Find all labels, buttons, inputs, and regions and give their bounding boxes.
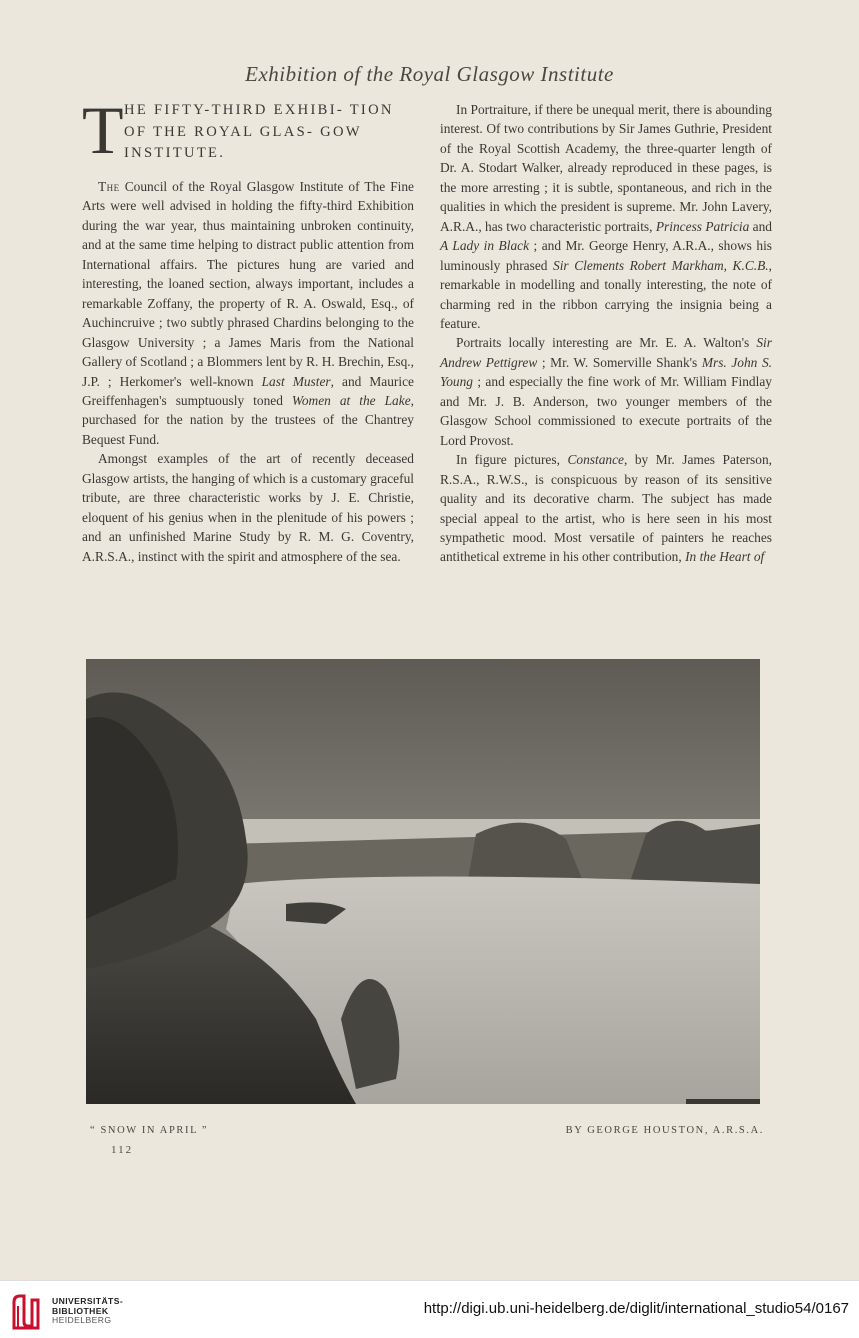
institution-line: HEIDELBERG [52, 1315, 112, 1325]
text-run: Portraits locally interesting are Mr. E. A. Walton's [456, 335, 757, 351]
institution-line: UNIVERSITÄTS- [52, 1296, 124, 1306]
text-run: ; and Mr. George Henry, A.R.A., shows his luminously phrased [440, 238, 772, 273]
page-number: 112 [111, 1144, 134, 1156]
left-column [82, 92, 414, 566]
artwork-title: Sir Clements Robert Markham, K.C.B. [553, 257, 769, 273]
artwork-title: Princess Patricia [655, 218, 750, 234]
library-logo-icon [10, 1292, 44, 1332]
text-run: and [749, 218, 772, 234]
artwork-title: Last Muster [261, 373, 331, 389]
text-run: Council of the Royal Glasgow Institute of The Fine Arts were well advised in holding the fifty-third Exhibition during the war year, thus maintaining unbroken continuity, and at the same time helping to distract public attention from International affairs. The pictures hung are varied and interesting, the loaned section, always important, includes a remarkable Zoffany, the property of R. A. Oswald, Esq., of Auchincruive ; two subtly phrased Chardins belonging to the Glasgow University ; a James Maris from the National Gallery of Scotland ; a Blommers lent by R. H. Brechin, Esq., J.P. ; Herkomer's well-known [82, 179, 414, 389]
artwork-title: A Lady in Black [440, 238, 530, 254]
artwork-title: In the Heart of [685, 549, 765, 565]
plate-caption-title: “ SNOW IN APRIL ” [90, 1125, 209, 1136]
lead-word: The [98, 179, 120, 194]
landscape-plate-image [86, 659, 760, 1104]
paragraph [440, 333, 772, 450]
paragraph [440, 100, 772, 333]
text-run: ; and especially the fine work of Mr. William Findlay and Mr. J. B. Anderson, two younger members of the Glasgow School commissioned to execute portraits of the Lord Provost. [440, 374, 772, 448]
drop-cap: T [82, 92, 124, 168]
text-run: , and Maurice Greiffenhagen's sumptuously toned [82, 373, 414, 408]
text-run: In figure pictures, [456, 452, 568, 468]
institution-name [52, 1297, 123, 1326]
library-footer [0, 1280, 859, 1338]
right-column [440, 100, 772, 567]
text-run: , by Mr. James Paterson, R.S.A., R.W.S., is conspicuous by reason of its sensitive quality and its decorative charm. The subject has made special appeal to the artist, who is here seen in his most sympathetic mood. Most versatile of painters he reaches antithetical extreme in his other contribution, [440, 452, 772, 565]
text-run: In Portraiture, if there be unequal merit, there is abounding interest. Of two contributions by Sir James Guthrie, President of the Royal Scottish Academy, the three-quarter length of Dr. A. Stodart Walker, already reproduced in these pages, is the more arresting ; it is subtle, spontaneous, and rich in the qualities in which the president is supreme. Mr. John Lavery, A.R.A., has two characteristic portraits, [440, 102, 772, 234]
text-run: ; Mr. W. Somerville Shank's [537, 354, 702, 370]
institution-line: BIBLIOTHEK [52, 1305, 109, 1316]
source-url-link[interactable]: http://digi.ub.uni-heidelberg.de/diglit/international_studio54/0167 [423, 1300, 849, 1317]
plate-caption-credit: BY GEORGE HOUSTON, A.R.S.A. [565, 1125, 764, 1136]
text-run: , purchased for the nation by the trustees of the Chantrey Bequest Fund. [82, 392, 414, 447]
paragraph [82, 177, 414, 449]
paragraph: Amongst examples of the art of recently deceased Glasgow artists, the hanging of which is a customary graceful tribute, are three characteristic works by J. E. Christie, eloquent of his genius when in the plenitude of his powers ; and an unfinished Marine Study by R. M. G. Coventry, A.R.S.A., instinct with the spirit and atmosphere of the sea. [82, 451, 414, 564]
heading-text: HE FIFTY-THIRD EXHIBI- TION OF THE ROYAL GLAS- GOW INSTITUTE. [124, 102, 394, 161]
article-heading [82, 92, 414, 177]
artwork-title: Women at the Lake [291, 392, 411, 408]
running-title: Exhibition of the Royal Glasgow Institute [245, 62, 614, 86]
text-run: , remarkable in modelling and tonally interesting, the note of charming red in the ribbon carrying the insignia being a feature. [440, 257, 772, 331]
artwork-title: Mrs. John S. Young [440, 354, 772, 390]
paragraph [440, 450, 772, 567]
snow-landscape-illustration [86, 659, 760, 1104]
artwork-title: Sir Andrew Pettigrew [440, 335, 772, 370]
artwork-title: Constance [567, 452, 624, 468]
